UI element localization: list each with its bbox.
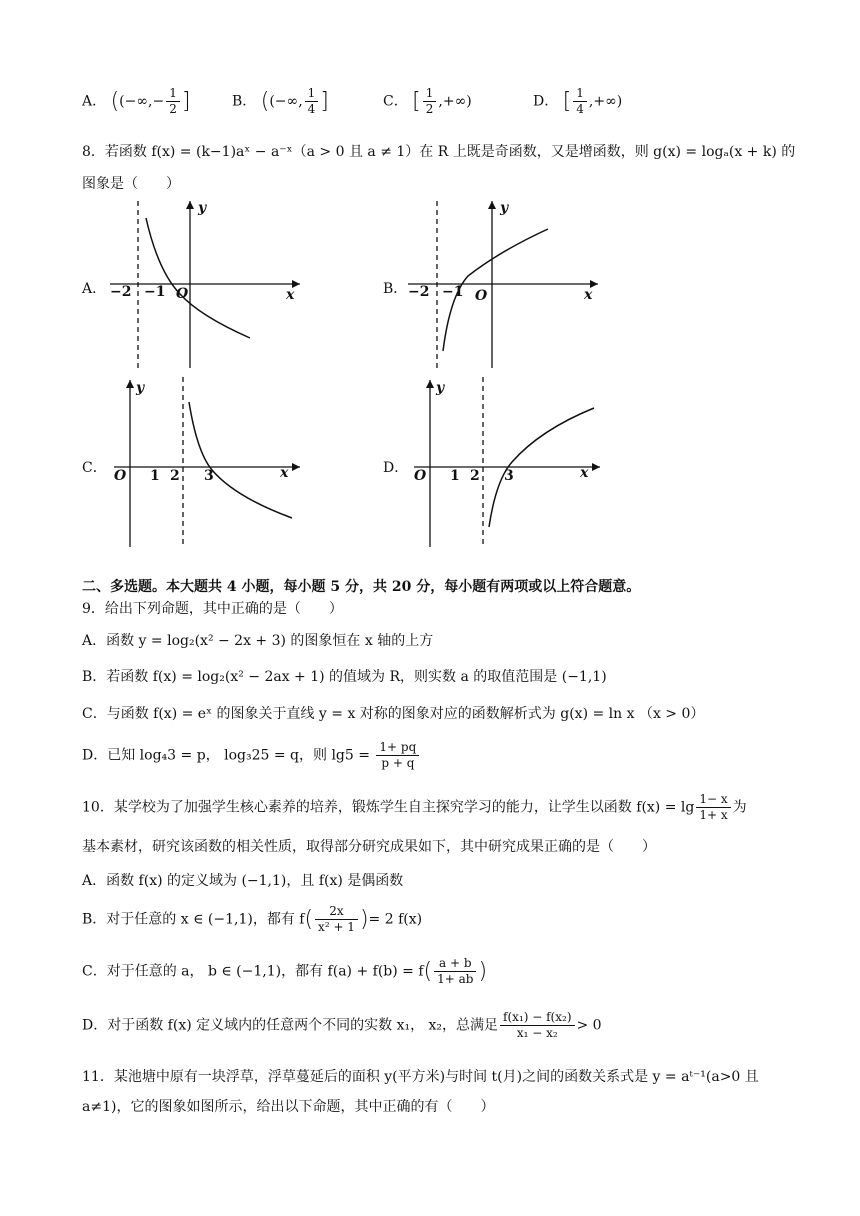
tick-2: 2	[170, 468, 180, 484]
q11-stem-line1: 11．某池塘中原有一块浮草，浮草蔓延后的面积 y(平方米)与时间 t(月)之间的函数关系式是 y = aᵗ⁻¹(a>0 且	[82, 1069, 759, 1085]
tick-neg2: −2	[110, 284, 132, 300]
tick-1: 1	[450, 468, 460, 484]
q7-option-c: C． [ $\frac{1}{2}$ ,+∞)	[383, 86, 472, 116]
q8-option-c-label: C．	[82, 460, 107, 476]
q10-option-a: A．函数 f(x) 的定义域为 (−1,1)，且 f(x) 是偶函数	[82, 873, 404, 889]
section-heading: 二、多选题。本大题共 4 小题，每小题 5 分，共 20 分，每小题有两项或以上符合题意。	[82, 579, 641, 595]
q9-option-b: B．若函数 f(x) = log₂(x² − 2ax + 1) 的值域为 R，则实数 a 的取值范围是 (−1,1)	[82, 669, 607, 685]
y-axis-label: y	[198, 200, 207, 216]
q8-graph-c	[100, 372, 310, 550]
q8-option-d-label: D．	[383, 460, 409, 476]
q11-stem-line2: a≠1)，它的图象如图所示，给出以下命题，其中正确的有（ ）	[82, 1099, 495, 1115]
tick-1: 1	[150, 468, 160, 484]
tick-2: 2	[470, 468, 480, 484]
x-axis-label: x	[280, 465, 289, 481]
q8-stem-line1: 8．若函数 f(x) = (k−1)aˣ − a⁻ˣ（a > 0 且 a ≠ 1）在 R 上既是奇函数，又是增函数，则 g(x) = logₐ(x + k) 的	[82, 144, 796, 160]
tick-neg1: −1	[442, 284, 464, 300]
origin-label: O	[475, 288, 488, 304]
x-axis-label: x	[580, 465, 589, 481]
y-axis-label: y	[136, 380, 145, 396]
q8-option-b-label: B．	[383, 281, 408, 297]
origin-label: O	[414, 468, 427, 484]
q8-graph-b	[400, 196, 610, 371]
q8-graph-a	[100, 196, 310, 371]
q8-graph-d	[400, 372, 610, 550]
tick-3: 3	[204, 468, 214, 484]
q10-stem-line2: 基本素材，研究该函数的相关性质，取得部分研究成果如下，其中研究成果正确的是（ ）	[82, 839, 656, 855]
origin-label: O	[176, 286, 189, 302]
y-axis-label: y	[500, 200, 509, 216]
tick-3: 3	[504, 468, 514, 484]
x-axis-label: x	[584, 287, 593, 303]
q10-option-c: C．对于任意的 a， b ∈ (−1,1)，都有 f(a) + f(b) = f( $\frac{a + b}{1+ ab}$ )	[82, 956, 488, 986]
x-axis-label: x	[286, 287, 295, 303]
q10-option-d: D．对于函数 f(x) 定义域内的任意两个不同的实数 x₁， x₂，总满足 $\frac{\text{f(x₁) − f(x₂)}}{\text{x₁ − x₂}}$ > 0	[82, 1010, 602, 1040]
tick-neg2: −2	[408, 284, 430, 300]
q9-option-c: C．与函数 f(x) = eˣ 的图象关于直线 y = x 对称的图象对应的函数解析式为 g(x) = ln x （x > 0）	[82, 706, 705, 722]
q7-option-a: A． ((−∞,− $\frac{1}{2}$ ]	[82, 86, 191, 116]
q8-option-a-label: A．	[82, 281, 107, 297]
q7-option-d: D． [ $\frac{1}{4}$ ,+∞)	[533, 86, 623, 116]
q7-option-b: B． ((−∞, $\frac{1}{4}$ ]	[232, 86, 329, 116]
tick-neg1: −1	[144, 284, 166, 300]
q10-option-b: B．对于任意的 x ∈ (−1,1)，都有 f( $\frac{2x}{\text{x² + 1}}$ )= 2 f(x)	[82, 904, 423, 934]
q9-option-d: D．已知 log₄3 = p， log₃25 = q，则 lg5 = $\frac{1+ pq}{p + q}$	[82, 740, 421, 771]
y-axis-label: y	[436, 380, 445, 396]
q8-stem-line2: 图象是（ ）	[82, 176, 180, 192]
origin-label: O	[114, 468, 127, 484]
q10-stem-line1: 10．某学校为了加强学生核心素养的培养，锻炼学生自主探究学习的能力，让学生以函数 f(x) = lg $\frac{1- x}{1+ x}$ 为	[82, 792, 747, 822]
q9-option-a: A．函数 y = log₂(x² − 2x + 3) 的图象恒在 x 轴的上方	[82, 633, 434, 649]
q9-stem: 9．给出下列命题，其中正确的是（ ）	[82, 601, 343, 617]
